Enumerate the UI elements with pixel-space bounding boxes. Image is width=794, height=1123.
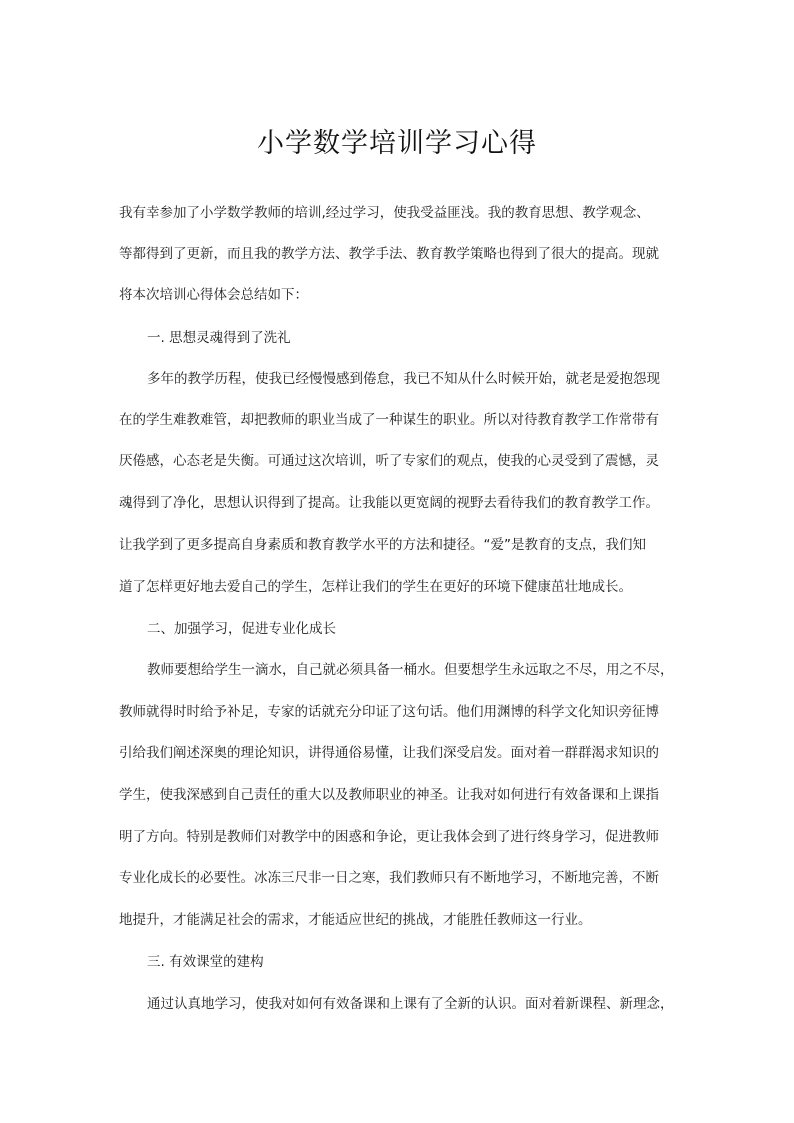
section-heading: 三. 有效课堂的建构 — [147, 954, 264, 970]
paragraph-line: 专业化成长的必要性。冰冻三尺非一日之寒，我们教师只有不断地学习，不断地完善，不断 — [119, 870, 659, 886]
paragraph-line: 道了怎样更好地去爱自己的学生，怎样让我们的学生在更好的环境下健康茁壮地成长。 — [119, 579, 632, 595]
paragraph-line: 学生，使我深感到自己责任的重大以及教师职业的神圣。让我对如何进行有效备课和上课指 — [119, 787, 659, 803]
section-heading: 一. 思想灵魂得到了洗礼 — [147, 330, 291, 346]
paragraph-line: 地提升，才能满足社会的需求，才能适应世纪的挑战，才能胜任教师这一行业。 — [119, 912, 592, 928]
paragraph-line: 让我学到了更多提高自身素质和教育教学水平的方法和捷径。“爱”是教育的支点，我们知 — [119, 537, 646, 553]
paragraph-line: 等都得到了更新，而且我的教学方法、教学手法、教育教学策略也得到了很大的提高。现就 — [119, 246, 659, 262]
paragraph-line: 教师要想给学生一滴水，自己就必须具备一桶水。但要想学生永远取之不尽，用之不尽， — [147, 662, 674, 678]
paragraph-line: 将本次培训心得体会总结如下： — [119, 287, 308, 303]
paragraph-line: 明了方向。特别是教师们对教学中的困惑和争论，更让我体会到了进行终身学习，促进教师 — [119, 829, 659, 845]
paragraph-line: 在的学生难教难管，却把教师的职业当成了一种谋生的职业。所以对待教育教学工作常带有 — [119, 412, 659, 428]
paragraph-line: 引给我们阐述深奥的理论知识，讲得通俗易懂，让我们深受启发。面对着一群群渴求知识的 — [119, 745, 659, 761]
paragraph-line: 多年的教学历程，使我已经慢慢感到倦怠，我已不知从什么时候开始，就老是爱抱怨现 — [147, 371, 660, 387]
document-title: 小学数学培训学习心得 — [257, 128, 537, 159]
paragraph-line: 魂得到了净化，思想认识得到了提高。让我能以更宽阔的视野去看待我们的教育教学工作。 — [119, 495, 659, 511]
paragraph-line: 通过认真地学习，使我对如何有效备课和上课有了全新的认识。面对着新课程、新理念， — [147, 996, 674, 1012]
section-heading: 二、加强学习，促进专业化成长 — [147, 621, 336, 637]
paragraph-line: 我有幸参加了小学数学教师的培训,经过学习，使我受益匪浅。我的教育思想、教学观念、 — [119, 205, 650, 221]
paragraph-line: 厌倦感，心态老是失衡。可通过这次培训，听了专家们的观点，使我的心灵受到了震憾，灵 — [119, 453, 659, 469]
paragraph-line: 教师就得时时给予补足，专家的话就充分印证了这句话。他们用渊博的科学文化知识旁征博 — [119, 704, 659, 720]
